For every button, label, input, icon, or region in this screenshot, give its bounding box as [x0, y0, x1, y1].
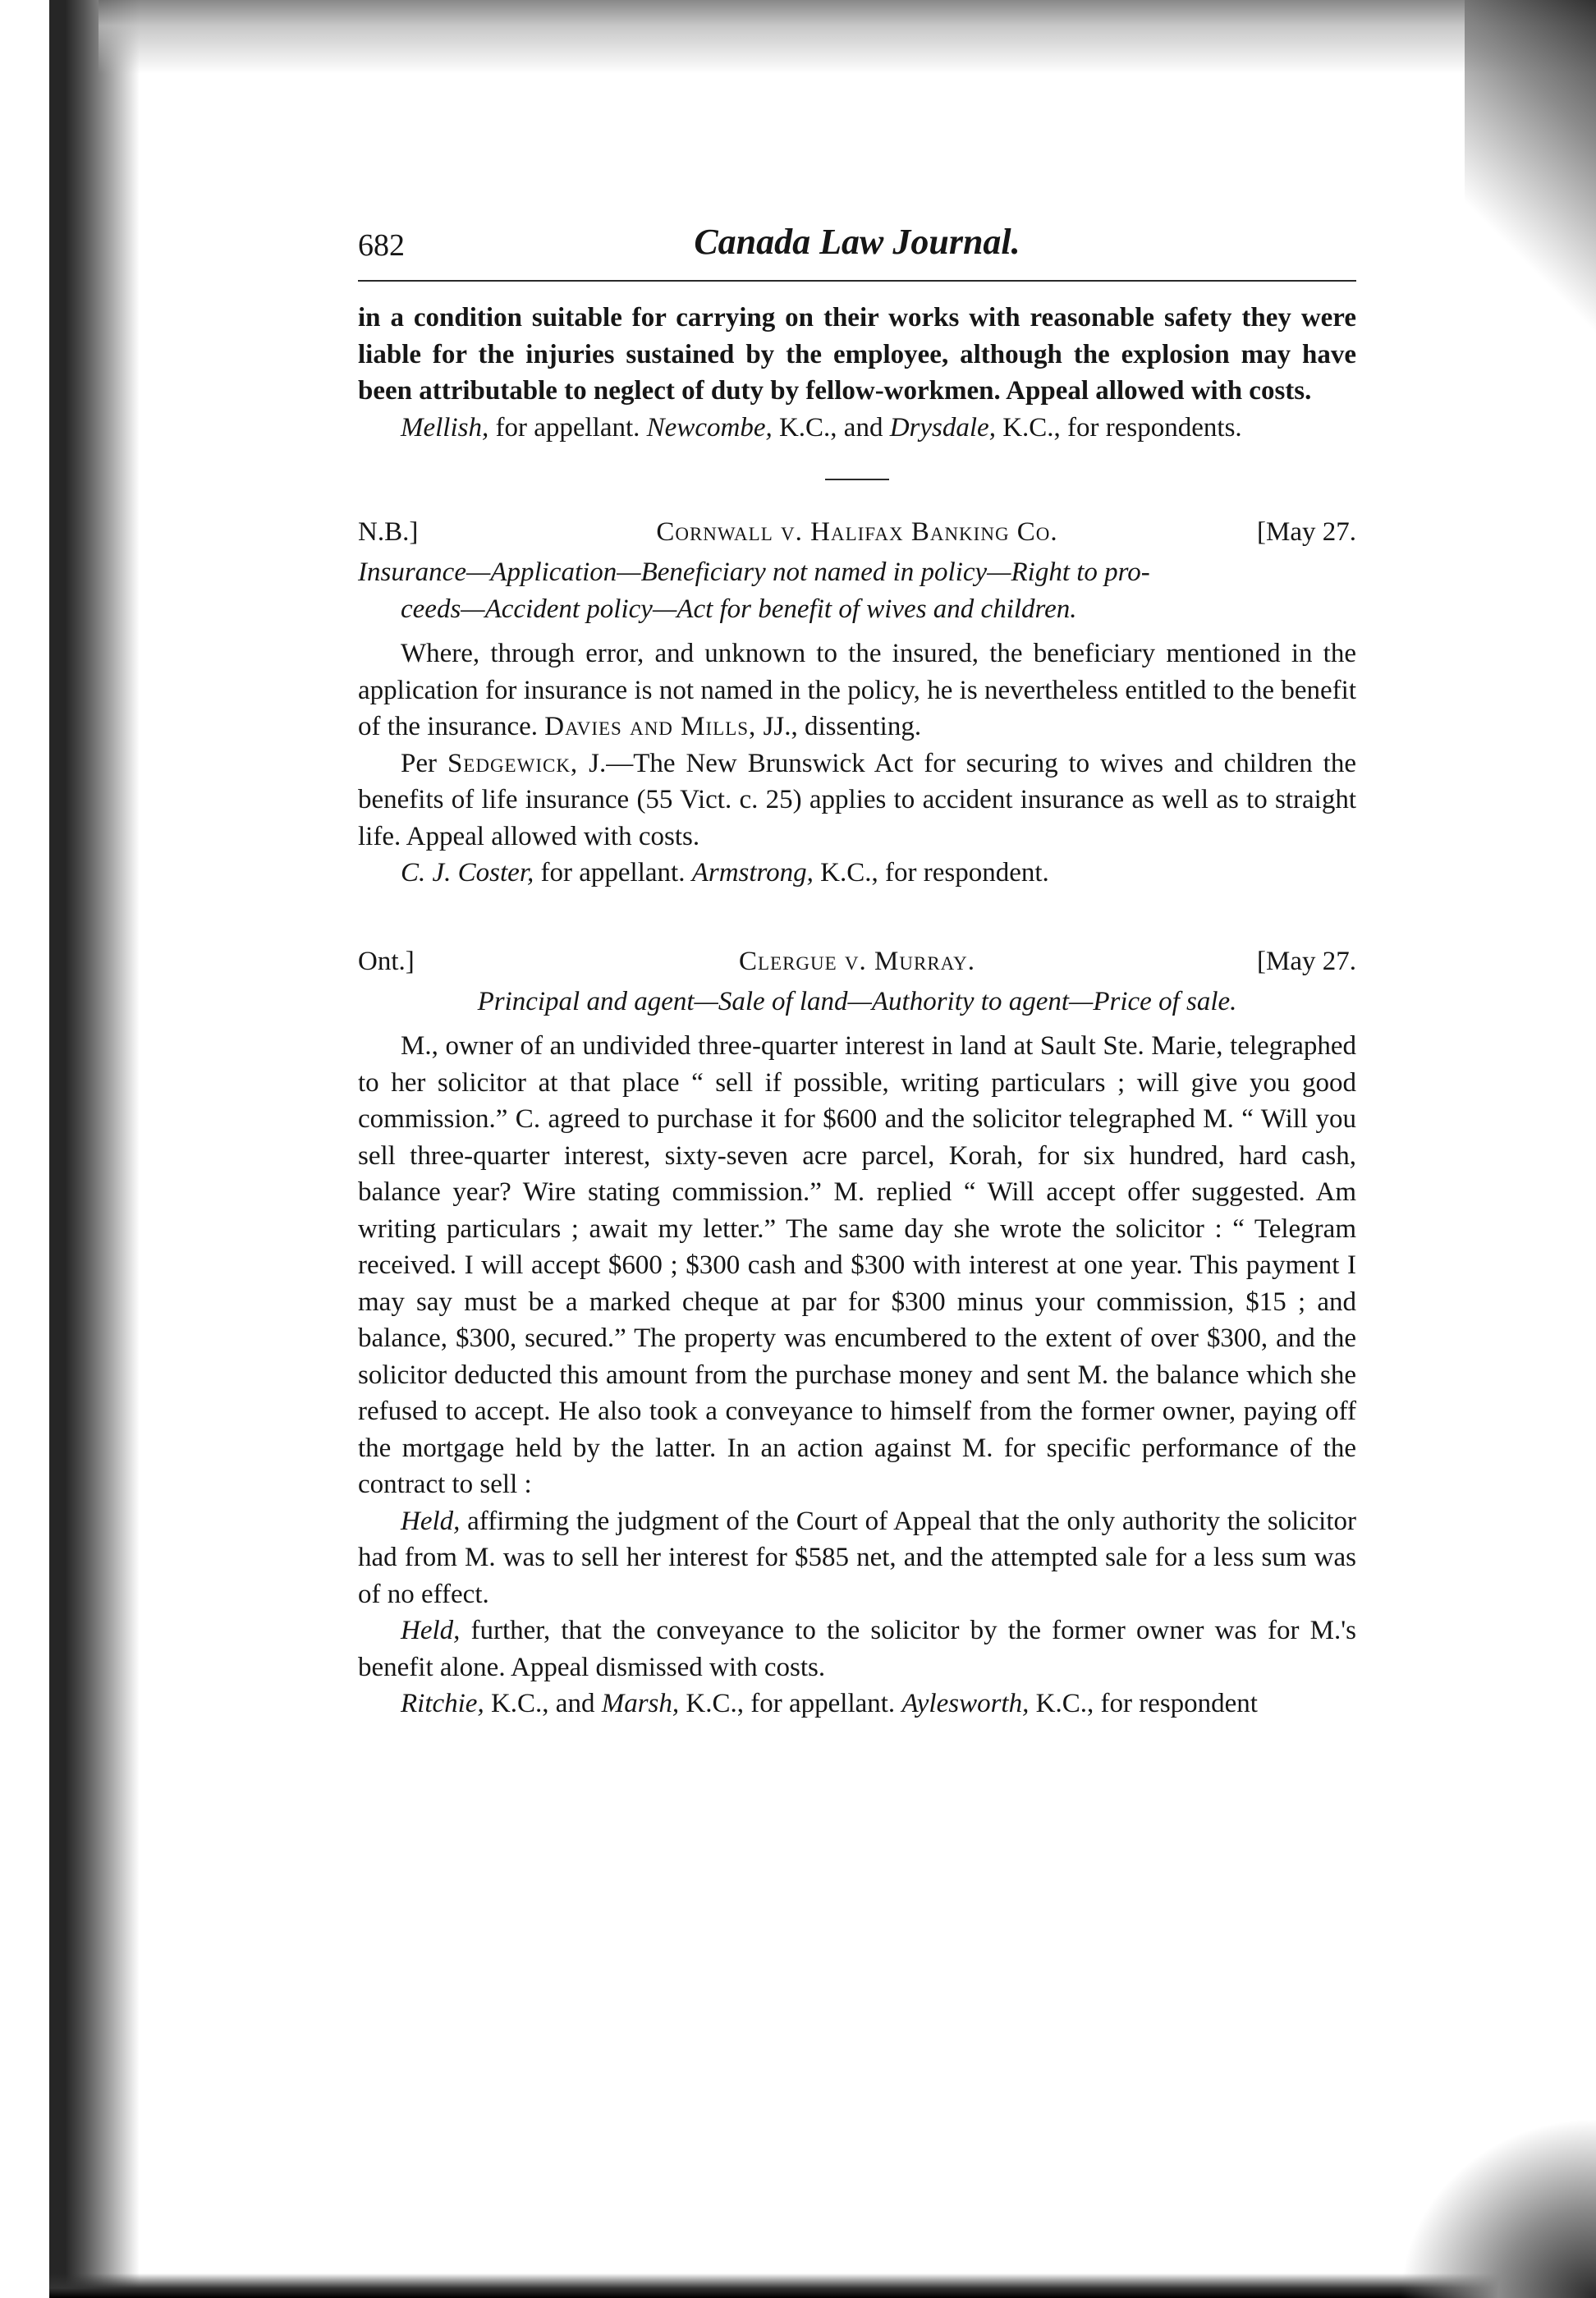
- scan-shadow-top: [99, 0, 1596, 74]
- counsel-name: Armstrong,: [691, 858, 814, 888]
- holding-paragraph: [358, 1503, 1356, 1613]
- scan-shadow-left: [49, 0, 140, 2298]
- case-paragraph: [358, 635, 1356, 745]
- case-name: Cornwall v. Halifax Banking Co.: [656, 517, 1058, 547]
- scan-shadow-bottom: [49, 2273, 1596, 2298]
- case-headnote: Principal and agent—Sale of land—Authority to agent—Price of sale.: [477, 986, 1237, 1016]
- case-counsel: [358, 1686, 1356, 1722]
- counsel-name: Mellish,: [401, 412, 489, 443]
- case-name: Clergue v. Murray.: [738, 946, 976, 976]
- paragraph-text: J.—The New Brunswick Act for securing to wives and children the benefits of life insurance (55 Vict. c. 25) applies to accident insurance as well as to straight life. Appeal allowed with costs.: [358, 748, 1356, 851]
- case-headnote: [358, 554, 1356, 627]
- counsel-role: K.C., and: [484, 1689, 602, 1718]
- intro-paragraph: in a condition suitable for carrying on their works with reasonable safety they were liable for the injuries sustained by the employee, although the explosion may have been attributable to neglect of duty by fellow-workmen. Appeal allowed with costs.: [358, 303, 1356, 406]
- section-divider: [825, 479, 889, 480]
- counsel-role: K.C., for appellant.: [679, 1689, 902, 1718]
- journal-page: [358, 209, 1356, 1722]
- case-paragraph: [358, 745, 1356, 855]
- judge-names: Davies and Mills,: [544, 712, 757, 741]
- scan-shadow-right: [1465, 0, 1596, 345]
- judge-name: Sedgewick,: [447, 748, 579, 778]
- holding-label: Held,: [401, 1506, 461, 1536]
- page-number: 682: [358, 228, 405, 263]
- holding-label: Held,: [401, 1616, 461, 1645]
- counsel-role: K.C., for respondents.: [995, 412, 1242, 443]
- counsel-name: Drysdale,: [889, 412, 996, 443]
- paragraph-text: further, that the conveyance to the solicitor by the former owner was for M.'s benefit alone. Appeal dismissed with costs.: [358, 1616, 1356, 1682]
- intro-counsel: [358, 410, 1356, 447]
- counsel-role: K.C., and: [772, 412, 890, 443]
- counsel-name: Aylesworth,: [901, 1689, 1030, 1718]
- counsel-name: Ritchie,: [401, 1689, 484, 1718]
- case-counsel: [358, 855, 1356, 892]
- case-heading: [358, 943, 1356, 980]
- running-head: [358, 209, 1356, 282]
- paragraph-text: Where, through error, and unknown to the insured, the beneficiary mentioned in the application for insurance is not named in the policy, he is nevertheless entitled to the benefit of the insurance.: [358, 639, 1356, 741]
- case-court: Ont.]: [358, 946, 415, 976]
- case-heading: [358, 513, 1356, 551]
- counsel-name: Newcombe,: [646, 412, 773, 443]
- counsel-name: Marsh,: [601, 1689, 680, 1718]
- holding-paragraph: [358, 1612, 1356, 1686]
- paragraph-text: JJ., dissenting.: [756, 712, 922, 741]
- headnote-line: Insurance—Application—Beneficiary not named in policy—Right to pro-: [358, 557, 1150, 587]
- counsel-name: C. J. Coster,: [401, 858, 534, 888]
- counsel-role: for appellant.: [488, 412, 647, 443]
- headnote-line: ceeds—Accident policy—Act for benefit of wives and children.: [401, 594, 1077, 624]
- counsel-role: for appellant.: [534, 858, 692, 888]
- scan-shadow-corner: [1399, 2117, 1596, 2298]
- paragraph-text: affirming the judgment of the Court of Appeal that the only authority the solicitor had from M. was to sell her interest for $585 net, and the attempted sale for a less sum was of no effect.: [358, 1506, 1356, 1609]
- case-court: N.B.]: [358, 517, 419, 547]
- case-date: [May 27.: [1257, 946, 1356, 976]
- case-date: [May 27.: [1257, 517, 1356, 547]
- case-paragraph: M., owner of an undivided three-quarter interest in land at Sault Ste. Marie, telegraphed to her solicitor at that place “ sell if possible, writing particulars ; will give you good commission.” C. agreed to purchase it for $600 and the solicitor telegraphed M. “ Will you sell three-quarter interest, sixty-seven acre parcel, Korah, for six hundred, hard cash, balance year? Wire stating commission.” M. replied “ Will accept offer suggested. Am writing particulars ; await my letter.” The same day she wrote the solicitor : “ Telegram received. I will accept $600 ; $300 cash and $300 with interest at one year. This payment I may say must be a marked cheque at par for $300 minus your commission, $15 ; and balance, $300, secured.” The property was encumbered to the extent of over $300, and the solicitor deducted this amount from the purchase money and sent M. the balance which she refused to accept. He also took a conveyance to himself from the former owner, paying off the mortgage held by the latter. In an action against M. for specific performance of the contract to sell :: [358, 1031, 1356, 1499]
- counsel-role: K.C., for respondent: [1029, 1689, 1258, 1718]
- paragraph-text: Per: [401, 748, 447, 778]
- journal-title: Canada Law Journal.: [694, 222, 1020, 262]
- counsel-role: K.C., for respondent.: [813, 858, 1049, 888]
